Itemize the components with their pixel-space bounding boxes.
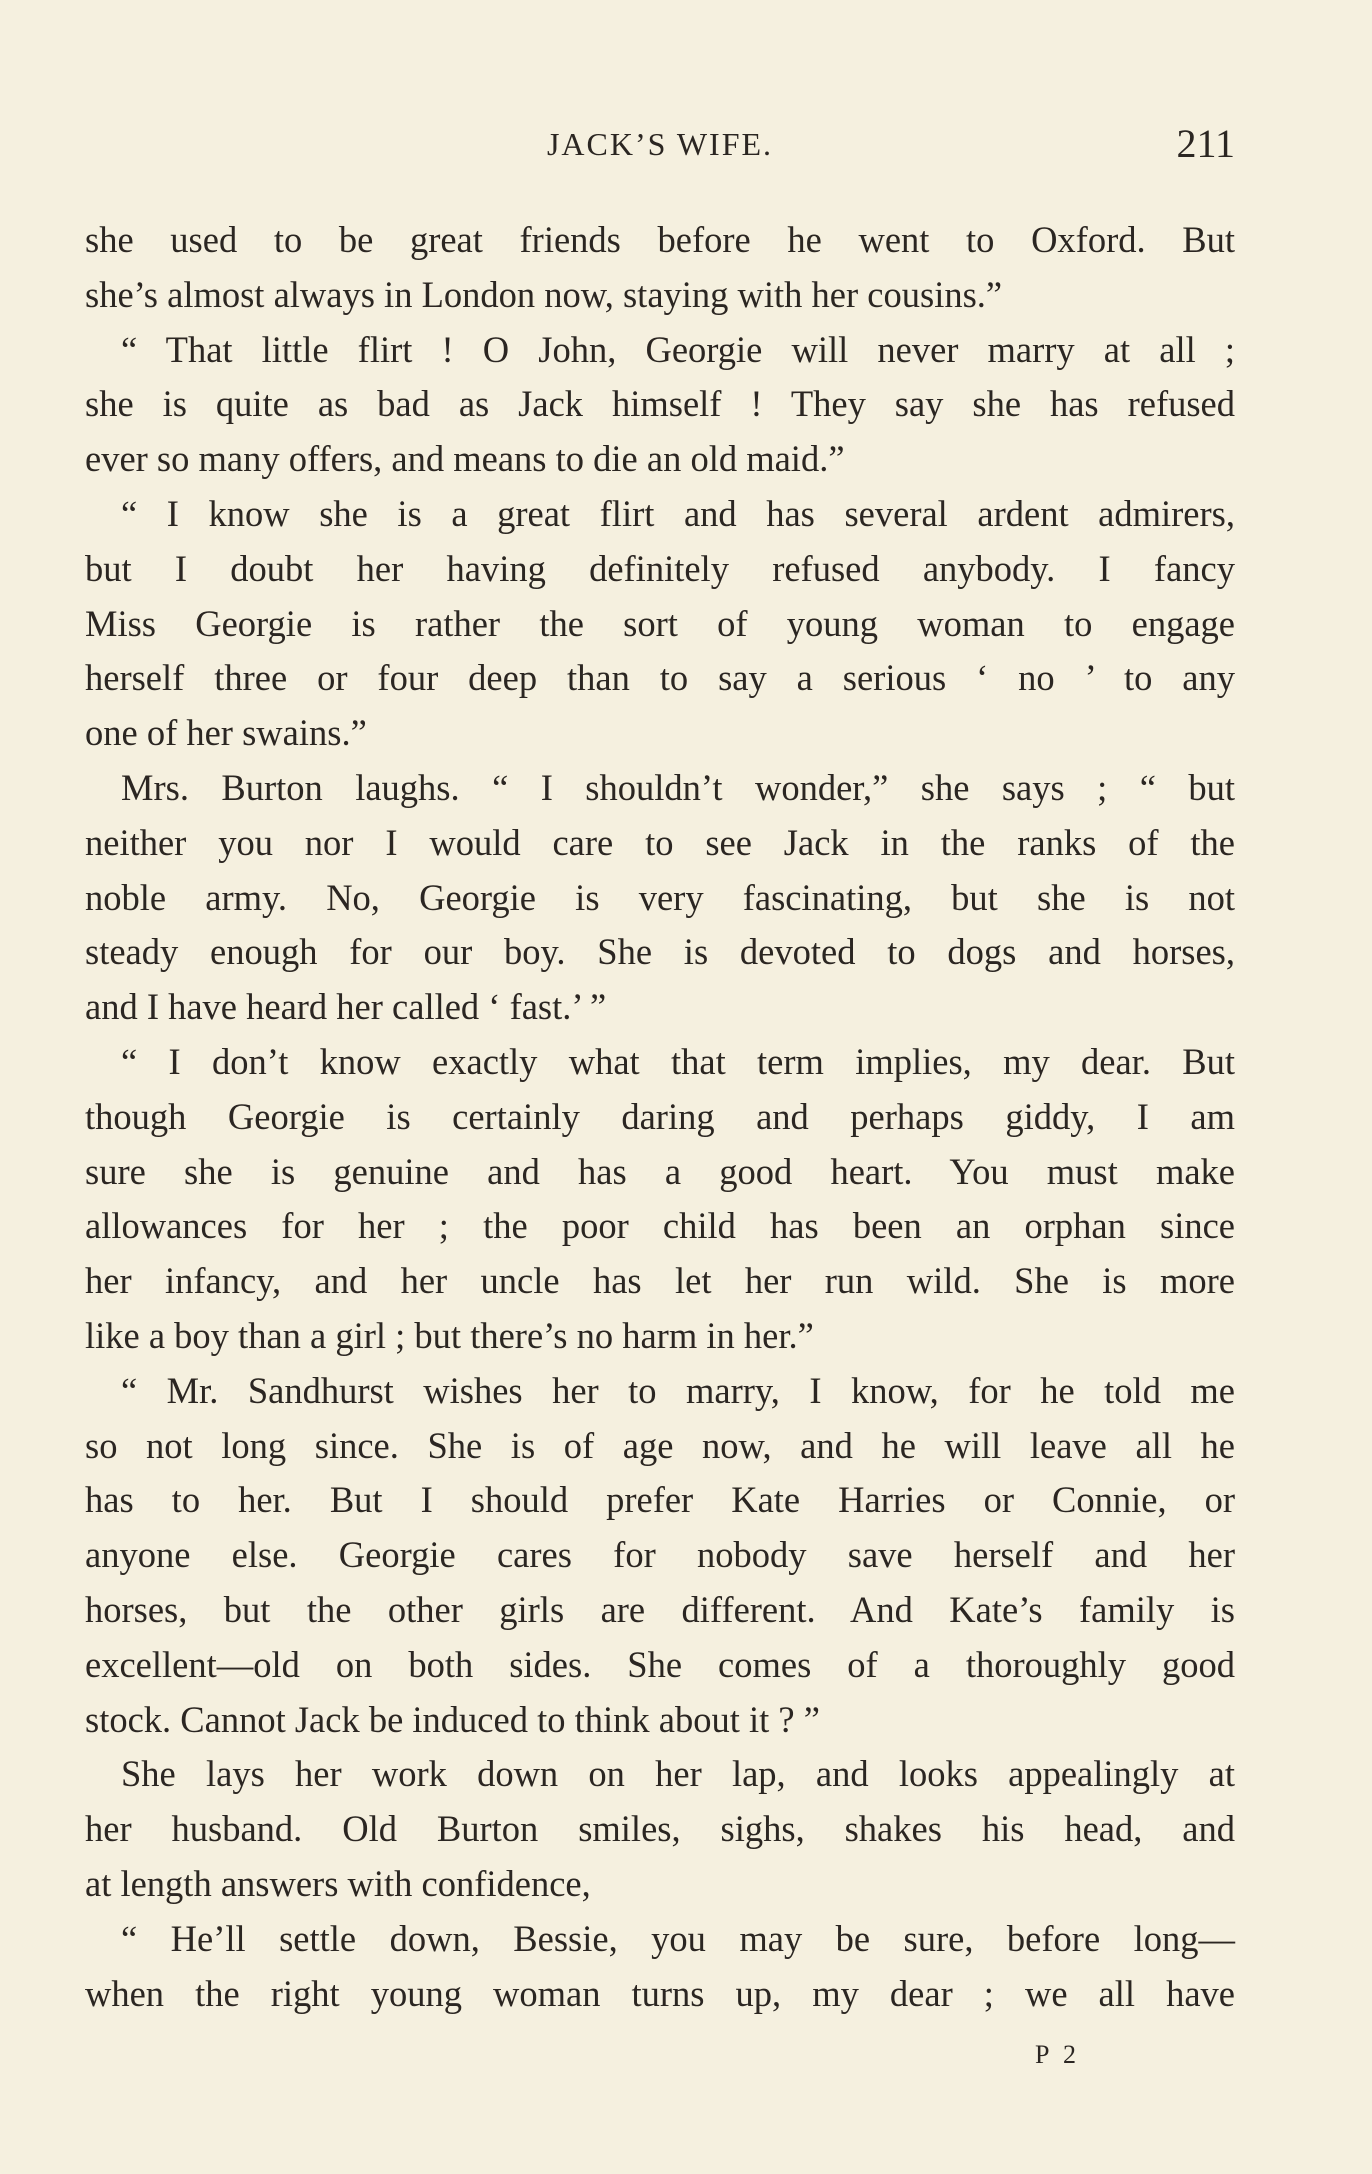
text-line: stock. Cannot Jack be induced to think about it ? ” [85, 1698, 820, 1740]
text-line: ever so many offers, and means to die an old maid.” [85, 438, 845, 480]
text-line: excellent—old on both sides. She comes of a thoroughly good [85, 1643, 1235, 1685]
text-line: allowances for her ; the poor child has been an orphan since [85, 1205, 1235, 1247]
text-line: she is quite as bad as Jack himself ! They say she has refused [85, 383, 1235, 425]
text-line: “ Mr. Sandhurst wishes her to marry, I know, for he told me [121, 1369, 1235, 1411]
text-line: so not long since. She is of age now, and he will leave all he [85, 1424, 1235, 1466]
text-line: horses, but the other girls are different. And Kate’s family is [85, 1588, 1235, 1630]
text-line: Mrs. Burton laughs. “ I shouldn’t wonder,” she says ; “ but [121, 766, 1235, 808]
text-line: “ I don’t know exactly what that term implies, my dear. But [121, 1040, 1235, 1082]
text-line: herself three or four deep than to say a serious ‘ no ’ to any [85, 657, 1235, 699]
signature-mark: P 2 [1035, 2040, 1080, 2069]
text-line: has to her. But I should prefer Kate Harries or Connie, or [85, 1479, 1235, 1521]
text-line: steady enough for our boy. She is devoted to dogs and horses, [85, 931, 1235, 973]
text-line: She lays her work down on her lap, and looks appealingly at [121, 1753, 1235, 1795]
text-line: “ He’ll settle down, Bessie, you may be sure, before long— [121, 1917, 1235, 1959]
running-title: JACK’S WIFE. [546, 126, 774, 162]
text-line: anyone else. Georgie cares for nobody save herself and her [85, 1534, 1235, 1576]
text-line: and I have heard her called ‘ fast.’ ” [85, 986, 607, 1028]
text-line: “ That little flirt ! O John, Georgie will never marry at all ; [121, 328, 1235, 370]
page-number: 211 [1176, 121, 1235, 166]
running-head [85, 120, 1235, 170]
text-line: sure she is genuine and has a good heart. You must make [85, 1150, 1235, 1192]
text-line: but I doubt her having definitely refused anybody. I fancy [85, 547, 1235, 589]
body-text [85, 213, 1235, 2021]
text-line: when the right young woman turns up, my dear ; we all have [85, 1972, 1235, 2014]
text-line: her infancy, and her uncle has let her run wild. She is more [85, 1260, 1235, 1302]
text-line: one of her swains.” [85, 712, 367, 754]
text-line: noble army. No, Georgie is very fascinating, but she is not [85, 876, 1235, 918]
text-line: at length answers with confidence, [85, 1862, 591, 1904]
text-line: neither you nor I would care to see Jack in the ranks of the [85, 821, 1235, 863]
text-line: her husband. Old Burton smiles, sighs, shakes his head, and [85, 1808, 1235, 1850]
text-line: “ I know she is a great flirt and has several ardent admirers, [121, 492, 1235, 534]
text-line: she used to be great friends before he went to Oxford. But [85, 219, 1235, 260]
text-line: she’s almost always in London now, staying with her cousins.” [85, 273, 1003, 315]
text-line: like a boy than a girl ; but there’s no harm in her.” [85, 1314, 814, 1356]
text-line: Miss Georgie is rather the sort of young woman to engage [85, 602, 1235, 644]
text-line: though Georgie is certainly daring and perhaps giddy, I am [85, 1095, 1235, 1137]
